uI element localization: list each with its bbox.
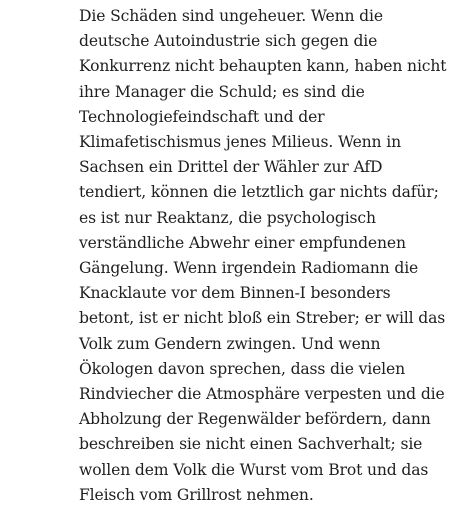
text-line: Abholzung der Regenwälder befördern, dann — [79, 410, 431, 429]
text-line: Knacklaute vor dem Binnen-I besonders — [79, 284, 391, 303]
article-paragraph — [79, 4, 471, 508]
text-line: Konkurrenz nicht behaupten kann, haben nicht — [79, 57, 447, 76]
text-line: tendiert, können die letztlich gar nichts dafür; — [79, 183, 439, 202]
text-line: wollen dem Volk die Wurst vom Brot und das — [79, 460, 429, 479]
text-line: es ist nur Reaktanz, die psychologisch — [79, 208, 376, 227]
text-line: Klimafetischismus jenes Milieus. Wenn in — [79, 133, 401, 152]
text-line: deutsche Autoindustrie sich gegen die — [79, 32, 378, 51]
text-line: Gängelung. Wenn irgendein Radiomann die — [79, 259, 419, 278]
text-line: Sachsen ein Drittel der Wähler zur AfD — [79, 158, 383, 177]
text-line: ihre Manager die Schuld; es sind die — [79, 82, 365, 101]
text-line: Ökologen davon sprechen, dass die vielen — [79, 359, 405, 378]
text-line: betont, ist er nicht bloß ein Streber; er will das — [79, 309, 446, 328]
text-line: Technologiefeindschaft und der — [79, 107, 325, 126]
text-line: beschreiben sie nicht einen Sachverhalt; sie — [79, 435, 423, 454]
text-line: Die Schäden sind ungeheuer. Wenn die — [79, 7, 383, 25]
text-line: verständliche Abwehr einer empfundenen — [79, 233, 406, 252]
text-line: Fleisch vom Grillrost nehmen. — [79, 485, 314, 504]
text-line: Volk zum Gendern zwingen. Und wenn — [79, 334, 381, 353]
text-line: Rindviecher die Atmosphäre verpesten und die — [79, 385, 445, 404]
